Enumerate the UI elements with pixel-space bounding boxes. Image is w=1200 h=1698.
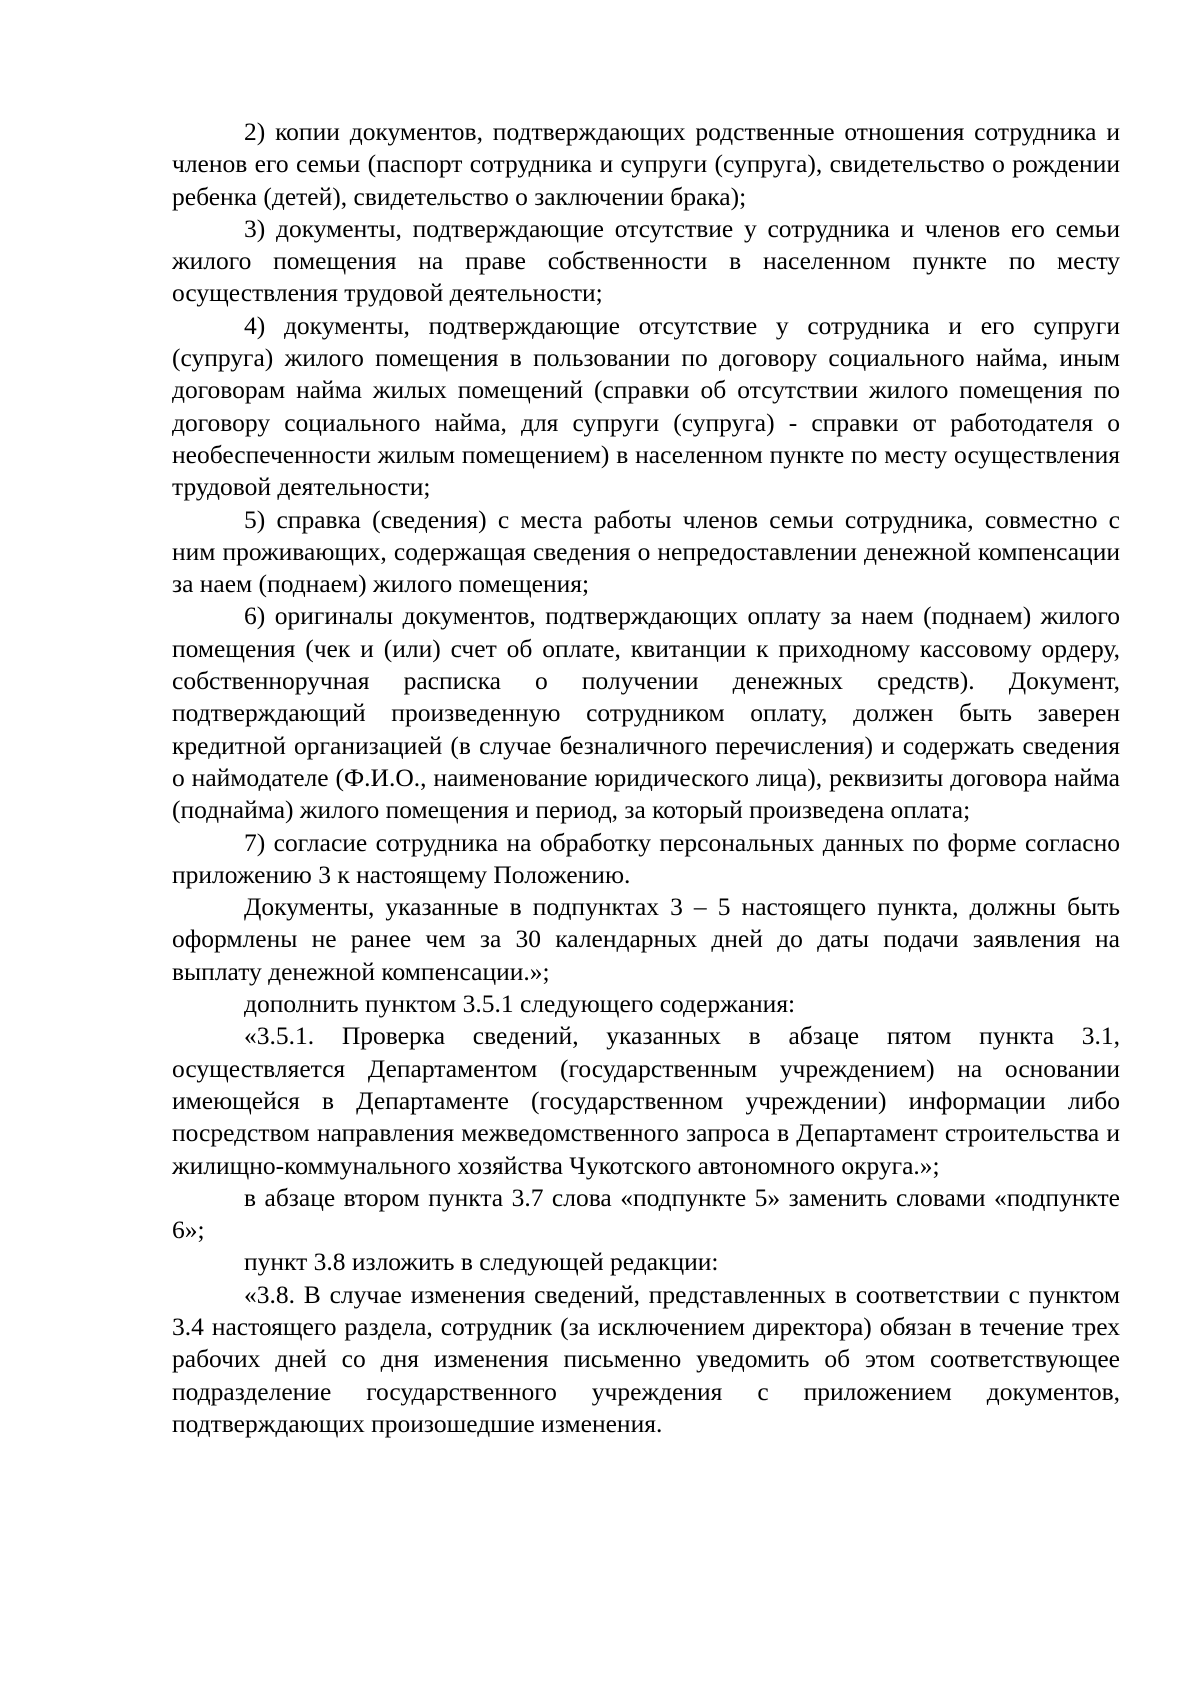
paragraph-clause-3-5-1: «3.5.1. Проверка сведений, указанных в абзаце пятом пункта 3.1, осуществляется Департаментом (государственным учреждением) на основании имеющейся в Департаменте (государственном учреждении) информации либо посредством направления межведомственного запроса в Департамент строительства и жилищно-коммунального хозяйства Чукотского автономного округа.»; bbox=[172, 1021, 1120, 1180]
paragraph-item-2-copies: 2) копии документов, подтверждающих родственные отношения сотрудника и членов его семьи (паспорт сотрудника и супруги (супруга), свидетельство о рождении ребенка (детей), свидетельство о заключении брака); bbox=[172, 117, 1120, 211]
paragraph-item-6-payment-originals: 6) оригиналы документов, подтверждающих оплату за наем (поднаем) жилого помещения (чек и (или) счет об оплате, квитанции к приходному кассовому ордеру, собственноручная расписка о получении денежных средств). Документ, подтверждающий произведенную сотрудником оплату, должен быть заверен кредитной организацией (в случае безналичного перечисления) и содержать сведения о наймодателе (Ф.И.О., наименование юридического лица), реквизиты договора найма (поднайма) жилого помещения и период, за который произведена оплата; bbox=[172, 601, 1120, 825]
paragraph-item-4-social-rent: 4) документы, подтверждающие отсутствие у сотрудника и его супруги (супруга) жилого помещения в пользовании по договору социального найма, иным договорам найма жилых помещений (справки об отсутствии жилого помещения по договору социального найма, для супруги (супруга) - справки от работодателя о необеспеченности жилым помещением) в населенном пункте по месту осуществления трудовой деятельности; bbox=[172, 310, 1120, 502]
paragraph-clause-3-7-amendment: в абзаце втором пункта 3.7 слова «подпункте 5» заменить словами «подпункте 6»; bbox=[172, 1182, 1120, 1245]
paragraph-item-5-certificate: 5) справка (сведения) с места работы членов семьи сотрудника, совместно с ним проживающих, содержащая сведения о непредоставлении денежной компенсации за наем (поднаем) жилого помещения; bbox=[172, 504, 1120, 599]
paragraph-documents-validity: Документы, указанные в подпунктах 3 – 5 настоящего пункта, должны быть оформлены не ранее чем за 30 календарных дней до даты подачи заявления на выплату денежной компенсации.»; bbox=[172, 892, 1120, 986]
paragraph-clause-3-8: «3.8. В случае изменения сведений, представленных в соответствии с пунктом 3.4 настоящего раздела, сотрудник (за исключением директора) обязан в течение трех рабочих дней со дня изменения письменно уведомить об этом соответствующее подразделение государственного учреждения с приложением документов, подтверждающих произошедшие изменения. bbox=[172, 1279, 1120, 1438]
paragraph-item-3-ownership: 3) документы, подтверждающие отсутствие у сотрудника и членов его семьи жилого помещения на праве собственности в населенном пункте по месту осуществления трудовой деятельности; bbox=[172, 213, 1120, 308]
document-page bbox=[172, 116, 1120, 1440]
paragraph-add-clause-3-5-1: дополнить пунктом 3.5.1 следующего содержания: bbox=[244, 989, 796, 1019]
paragraph-clause-3-8-intro: пункт 3.8 изложить в следующей редакции: bbox=[244, 1247, 719, 1277]
paragraph-item-7-consent: 7) согласие сотрудника на обработку персональных данных по форме согласно приложению 3 к настоящему Положению. bbox=[172, 827, 1120, 889]
